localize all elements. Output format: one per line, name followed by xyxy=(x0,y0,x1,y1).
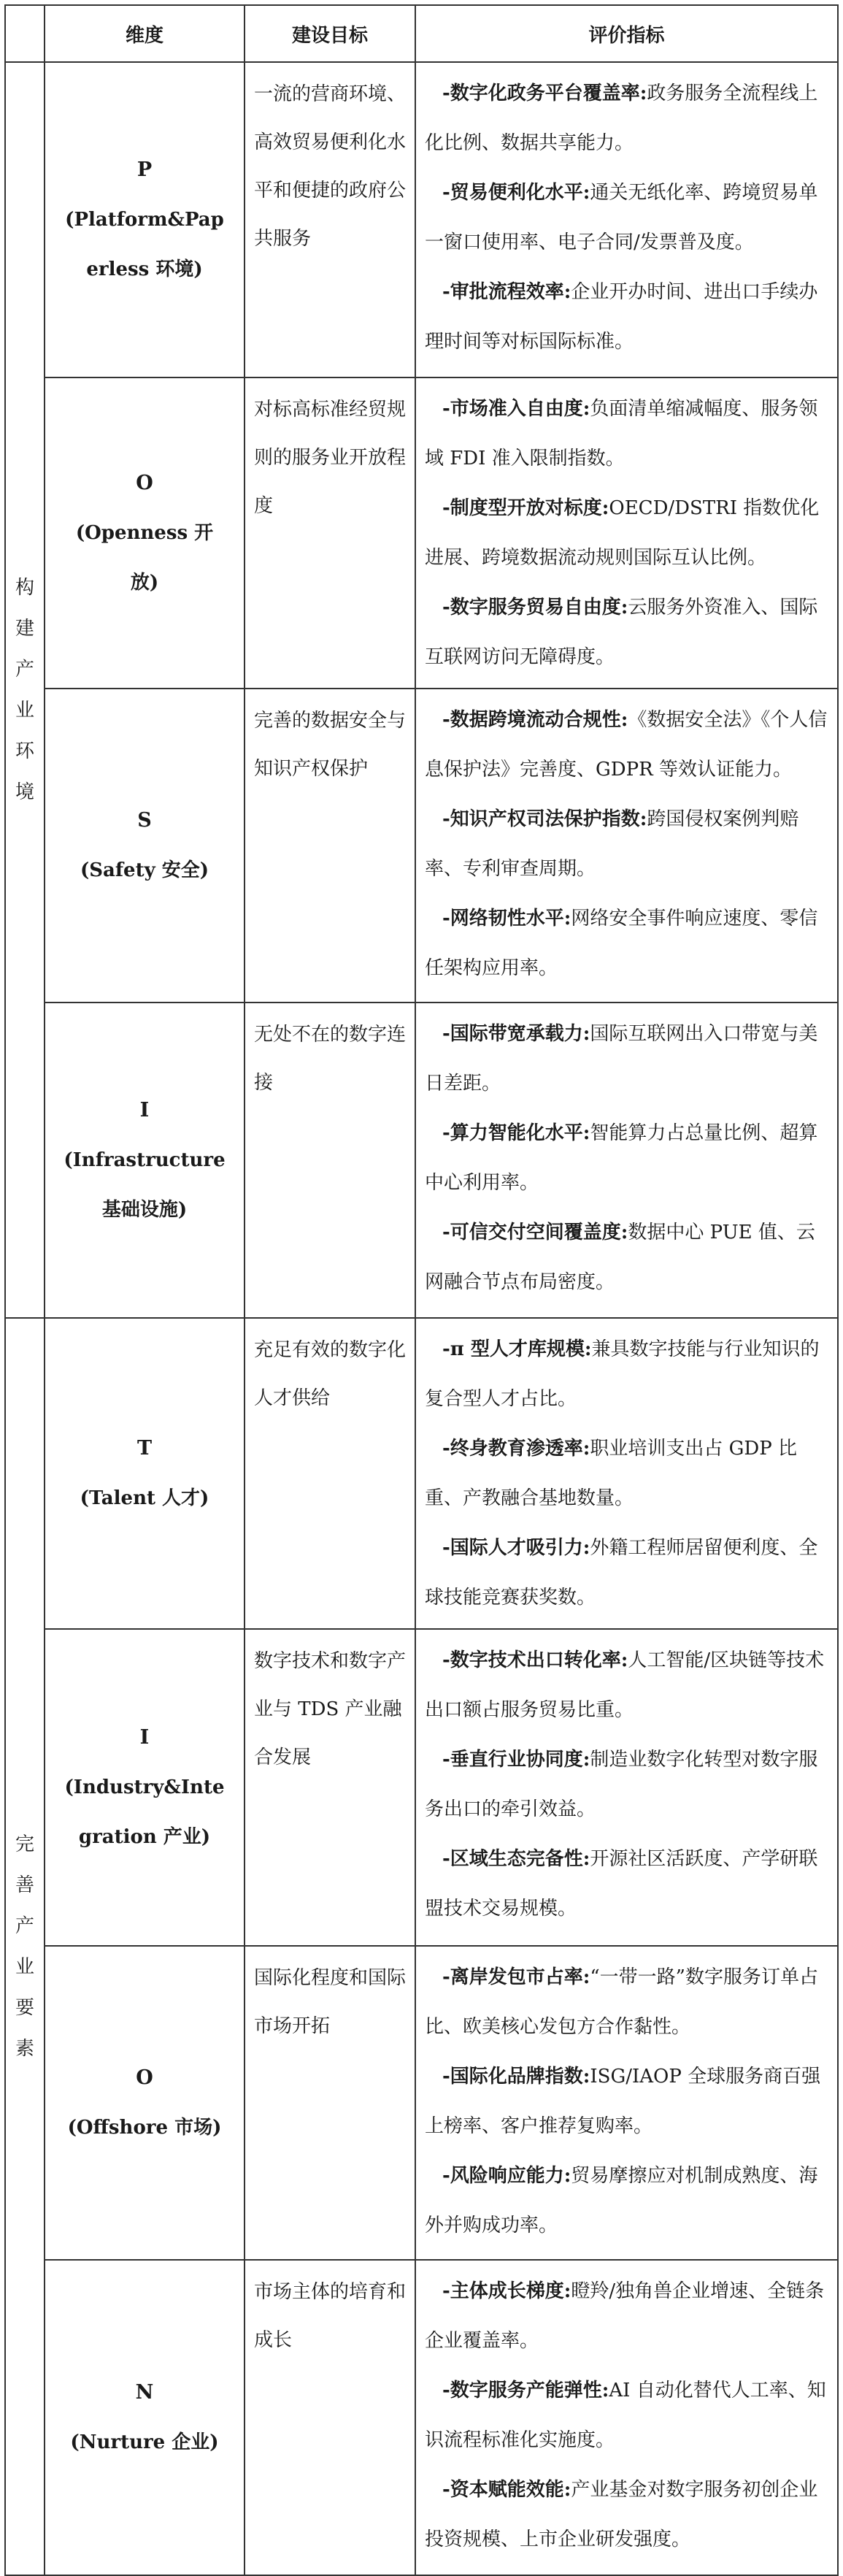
category-cell xyxy=(5,62,45,1318)
indicator-item xyxy=(425,69,828,168)
goal-cell: 国际化程度和国际市场开拓 xyxy=(245,1946,415,2260)
category-char: 产 xyxy=(15,659,34,681)
dimension-code: I xyxy=(139,1099,150,1122)
indicator-item xyxy=(425,894,828,993)
indicator-text: 跨国侵权案例判赔率、专利审查周期。 xyxy=(425,808,799,880)
category-cell xyxy=(5,1318,45,2575)
indicator-item xyxy=(425,1325,828,1424)
header-indicator: 评价指标 xyxy=(415,5,838,62)
table-row xyxy=(5,2260,838,2575)
indicator-label: -数字服务贸易自由度: xyxy=(442,597,628,618)
indicator-text: 贸易摩擦应对机制成熟度、海外并购成功率。 xyxy=(425,2165,818,2236)
indicator-text: 企业开办时间、进出口手续办理时间等对标国际标准。 xyxy=(425,281,818,353)
dimension-cell xyxy=(45,62,245,377)
indicator-item xyxy=(425,1523,828,1622)
indicator-cell xyxy=(415,1946,838,2260)
indicator-item xyxy=(425,1834,828,1933)
indicator-label: -数字化政务平台覆盖率: xyxy=(442,83,647,104)
table-row xyxy=(5,1003,838,1318)
table-row xyxy=(5,377,838,689)
dimension-name: (Industry&Inte xyxy=(64,1776,225,1798)
indicator-text: 政务服务全流程线上化比例、数据共享能力。 xyxy=(425,83,818,154)
dimension-code: I xyxy=(139,1726,150,1749)
dimension-cell xyxy=(45,377,245,689)
goal-cell: 数字技术和数字产业与 TDS 产业融合发展 xyxy=(245,1629,415,1946)
indicator-label: -离岸发包市占率: xyxy=(442,1966,590,1988)
indicator-cell xyxy=(415,2260,838,2575)
category-char: 善 xyxy=(15,1874,34,1896)
header-dimension: 维度 xyxy=(45,5,245,62)
indicator-label: -算力智能化水平: xyxy=(442,1122,590,1144)
indicator-label: -国际带宽承载力: xyxy=(442,1023,590,1045)
dimension-code: O xyxy=(136,2066,153,2089)
category-char: 业 xyxy=(15,1956,34,1978)
indicator-label: -网络韧性水平: xyxy=(442,908,571,929)
dimension-cell xyxy=(45,689,245,1003)
indicator-text: 国际互联网出入口带宽与美日差距。 xyxy=(425,1023,818,1095)
dimension-name: (Openness 开 xyxy=(75,522,214,544)
indicator-text: “一带一路”数字服务订单占比、欧美核心发包方合作黏性。 xyxy=(425,1966,818,2038)
indicator-item xyxy=(425,1009,828,1108)
indicator-item xyxy=(425,2266,828,2366)
indicator-label: -主体成长梯度: xyxy=(442,2280,571,2302)
indicator-label: -数字技术出口转化率: xyxy=(442,1649,628,1671)
indicator-text: 产业基金对数字服务初创企业投资规模、上市企业研发强度。 xyxy=(425,2479,818,2550)
indicator-text: 人工智能/区块链等技术出口额占服务贸易比重。 xyxy=(425,1649,825,1721)
dimension-cell xyxy=(45,1003,245,1318)
dimension-cell xyxy=(45,2260,245,2575)
dimension-name: 基础设施) xyxy=(101,1199,188,1221)
indicator-text: 职业培训支出占 GDP 比重、产教融合基地数量。 xyxy=(425,1438,798,1509)
dimension-code: T xyxy=(136,1437,153,1460)
goal-cell: 对标高标准经贸规则的服务业开放程度 xyxy=(245,377,415,689)
indicator-item xyxy=(425,483,828,583)
indicator-label: -审批流程效率: xyxy=(442,281,571,303)
indicator-item xyxy=(425,267,828,367)
table-row xyxy=(5,1946,838,2260)
indicator-item xyxy=(425,1208,828,1307)
category-char: 环 xyxy=(15,740,34,762)
table-body xyxy=(5,62,838,2575)
indicator-label: -数据跨境流动合规性: xyxy=(442,709,628,731)
dimension-name: erless 环境) xyxy=(86,258,203,280)
header-row xyxy=(5,5,838,62)
indicator-item xyxy=(425,695,828,794)
indicator-label: -市场准入自由度: xyxy=(442,398,590,420)
indicator-text: 网络安全事件响应速度、零信任架构应用率。 xyxy=(425,908,818,979)
indicator-label: -区域生态完备性: xyxy=(442,1848,590,1870)
indicator-text: ISG/IAOP 全球服务商百强上榜率、客户推荐复购率。 xyxy=(425,2066,821,2137)
category-char: 产 xyxy=(15,1915,34,1937)
goal-cell: 充足有效的数字化人才供给 xyxy=(245,1318,415,1629)
goal-cell: 市场主体的培育和成长 xyxy=(245,2260,415,2575)
dimension-code: O xyxy=(136,472,153,494)
category-char: 业 xyxy=(15,699,34,721)
indicator-text: 瞪羚/独角兽企业增速、全链条企业覆盖率。 xyxy=(425,2280,825,2352)
indicator-label: -国际人才吸引力: xyxy=(442,1537,590,1559)
category-char: 要 xyxy=(15,1997,34,2019)
indicator-label: -资本赋能效能: xyxy=(442,2479,571,2501)
indicator-item xyxy=(425,583,828,682)
evaluation-table xyxy=(4,4,839,2576)
indicator-cell xyxy=(415,377,838,689)
indicator-item xyxy=(425,2366,828,2465)
table-row xyxy=(5,689,838,1003)
indicator-text: 制造业数字化转型对数字服务出口的牵引效益。 xyxy=(425,1749,818,1820)
indicator-item xyxy=(425,384,828,483)
indicator-cell xyxy=(415,689,838,1003)
category-char: 构 xyxy=(15,577,34,599)
dimension-name: 放) xyxy=(130,572,159,594)
dimension-name: (Nurture 企业) xyxy=(70,2431,219,2453)
table-row xyxy=(5,1318,838,1629)
indicator-label: -数字服务产能弹性: xyxy=(442,2380,609,2401)
dimension-cell xyxy=(45,1629,245,1946)
indicator-item xyxy=(425,1735,828,1834)
indicator-item xyxy=(425,168,828,267)
indicator-text: AI 自动化替代人工率、知识流程标准化实施度。 xyxy=(425,2380,826,2451)
indicator-text: 开源社区活跃度、产学研联盟技术交易规模。 xyxy=(425,1848,818,1920)
indicator-item xyxy=(425,794,828,894)
indicator-label: -贸易便利化水平: xyxy=(442,182,590,204)
indicator-item xyxy=(425,2151,828,2250)
indicator-item xyxy=(425,2052,828,2151)
indicator-cell xyxy=(415,1003,838,1318)
indicator-label: -制度型开放对标度: xyxy=(442,497,609,519)
indicator-text: 通关无纸化率、跨境贸易单一窗口使用率、电子合同/发票普及度。 xyxy=(425,182,818,253)
goal-cell: 无处不在的数字连接 xyxy=(245,1003,415,1318)
indicator-label: -终身教育渗透率: xyxy=(442,1438,590,1460)
indicator-text: 负面清单缩减幅度、服务领域 FDI 准入限制指数。 xyxy=(425,398,818,469)
dimension-code: N xyxy=(135,2381,154,2404)
indicator-cell xyxy=(415,1318,838,1629)
table-row xyxy=(5,1629,838,1946)
table-row xyxy=(5,62,838,377)
indicator-text: 智能算力占总量比例、超算中心利用率。 xyxy=(425,1122,818,1194)
dimension-name: (Platform&Pap xyxy=(65,209,224,231)
dimension-code: P xyxy=(136,158,153,181)
dimension-name: (Talent 人才) xyxy=(80,1487,209,1509)
indicator-item xyxy=(425,1952,828,2052)
goal-cell: 完善的数据安全与知识产权保护 xyxy=(245,689,415,1003)
dimension-name: gration 产业) xyxy=(78,1826,211,1848)
category-char: 建 xyxy=(15,618,34,640)
dimension-name: (Offshore 市场) xyxy=(67,2117,222,2139)
category-char: 完 xyxy=(15,1833,34,1855)
indicator-item xyxy=(425,1636,828,1735)
dimension-code: S xyxy=(137,809,152,832)
indicator-label: -π 型人才库规模: xyxy=(442,1338,592,1360)
indicator-cell xyxy=(415,62,838,377)
indicator-item xyxy=(425,2465,828,2564)
dimension-cell xyxy=(45,1946,245,2260)
dimension-name: (Infrastructure xyxy=(63,1149,226,1171)
indicator-label: -可信交付空间覆盖度: xyxy=(442,1222,628,1243)
indicator-text: 数据中心 PUE 值、云网融合节点布局密度。 xyxy=(425,1222,815,1293)
category-char: 素 xyxy=(15,2038,34,2060)
header-goal: 建设目标 xyxy=(245,5,415,62)
indicator-cell xyxy=(415,1629,838,1946)
dimension-name: (Safety 安全) xyxy=(80,859,209,881)
indicator-text: 《数据安全法》《个人信息保护法》完善度、GDPR 等效认证能力。 xyxy=(425,709,828,781)
indicator-text: 云服务外资准入、国际互联网访问无障碍度。 xyxy=(425,597,818,668)
indicator-text: 兼具数字技能与行业知识的复合型人才占比。 xyxy=(425,1338,820,1410)
category-char: 境 xyxy=(15,781,34,803)
indicator-label: -垂直行业协同度: xyxy=(442,1749,590,1771)
evaluation-table-page xyxy=(4,4,839,2550)
indicator-text: 外籍工程师居留便利度、全球技能竞赛获奖数。 xyxy=(425,1537,818,1609)
header-category xyxy=(5,5,45,62)
indicator-label: -国际化品牌指数: xyxy=(442,2066,590,2088)
indicator-item xyxy=(425,1108,828,1208)
goal-cell: 一流的营商环境、高效贸易便利化水平和便捷的政府公共服务 xyxy=(245,62,415,377)
indicator-label: -知识产权司法保护指数: xyxy=(442,808,647,830)
indicator-label: -风险响应能力: xyxy=(442,2165,571,2187)
indicator-item xyxy=(425,1424,828,1523)
indicator-text: OECD/DSTRI 指数优化进展、跨境数据流动规则国际互认比例。 xyxy=(425,497,820,569)
dimension-cell xyxy=(45,1318,245,1629)
